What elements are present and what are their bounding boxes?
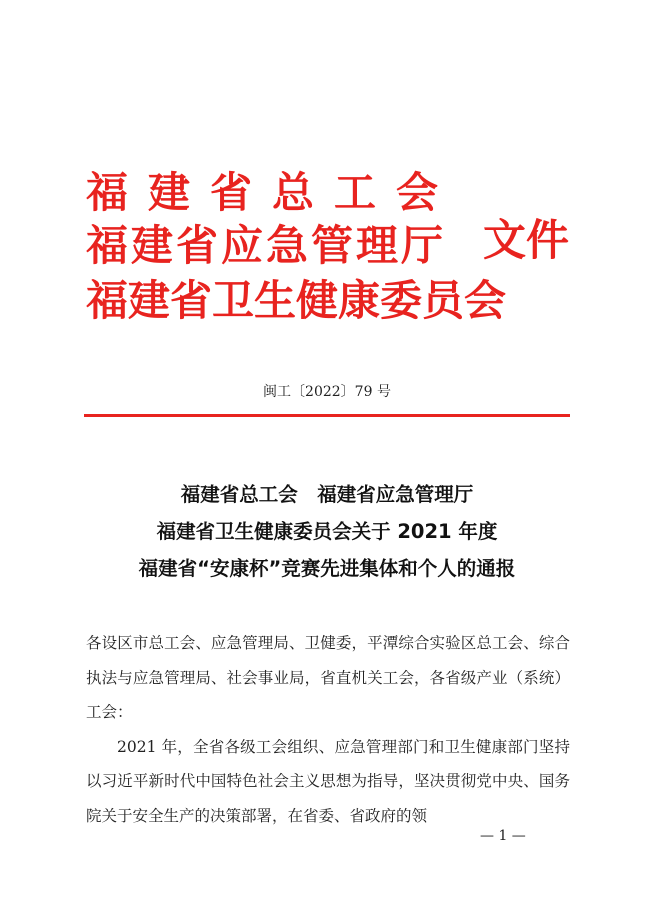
addressee-paragraph: 各设区市总工会、应急管理局、卫健委，平潭综合实验区总工会、综合执法与应急管理局、社会事业局，省直机关工会，各省级产业（系统）工会：	[86, 634, 570, 721]
issuer-health-commission: 福建省卫生健康委员会	[86, 276, 507, 325]
body-paragraph: 2021 年，全省各级工会组织、应急管理部门和卫生健康部门坚持以习近平新时代中国特色社会主义思想为指导，坚决贯彻党中央、国务院关于安全生产的决策部署，在省委、省政府的领	[86, 737, 570, 825]
title-line: 福建省“安康杯”竞赛先进集体和个人的通报	[138, 557, 516, 580]
title-line: 福建省卫生健康委员会关于 2021 年度	[156, 520, 498, 543]
page-number: — 1 —	[480, 828, 526, 844]
issuer-federation-of-trade-unions: 福建省总工会	[86, 168, 459, 217]
document-body	[86, 626, 570, 833]
document-label: 文件	[483, 216, 569, 266]
letterhead-divider	[84, 414, 570, 417]
title-line: 福建省总工会 福建省应急管理厅	[180, 483, 474, 506]
issuer-emergency-management-department: 福建省应急管理厅	[86, 221, 447, 270]
document-title	[0, 476, 654, 587]
document-number: 闽工〔2022〕79 号	[263, 384, 391, 400]
